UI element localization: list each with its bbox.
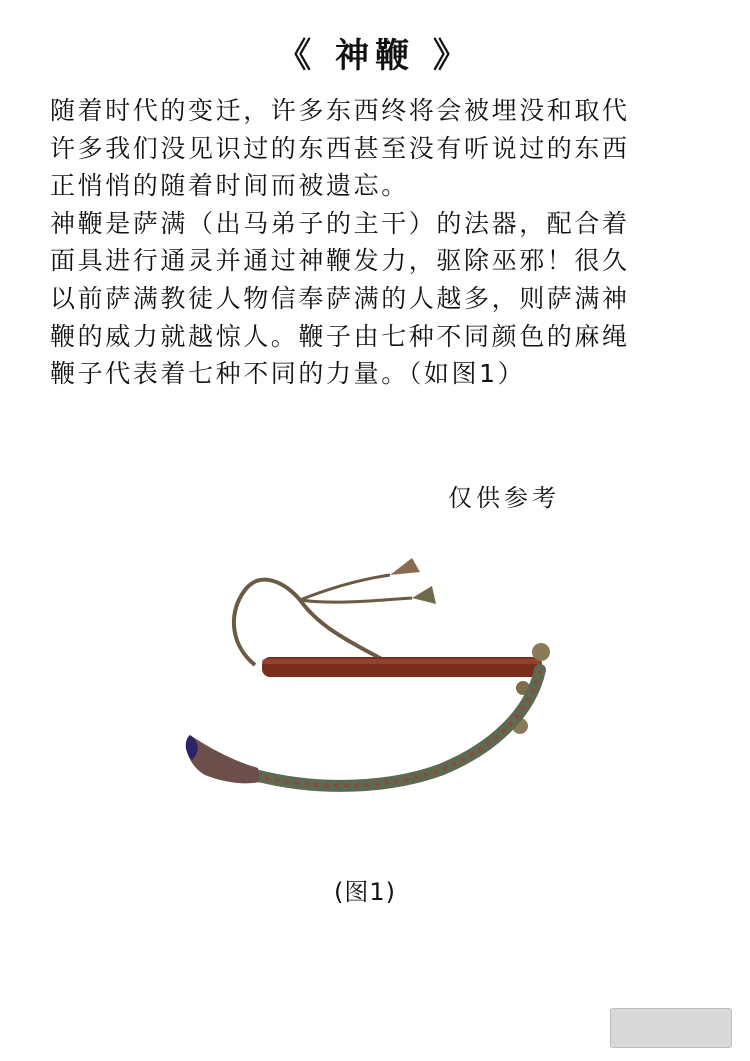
text-line: 神鞭是萨满（出马弟子的主干）的法器，配合着 xyxy=(50,208,630,238)
body-text xyxy=(50,92,710,393)
text-line: 随着时代的变迁，许多东西终将会被埋没和取代 xyxy=(50,96,630,125)
small-tassel xyxy=(390,558,420,575)
page-title: 《 神鞭 》 xyxy=(277,36,473,76)
main-tassel xyxy=(186,735,260,783)
text-line: 许多我们没见识过的东西甚至没有听说过的东西 xyxy=(50,133,630,163)
watermark-logo xyxy=(610,1008,732,1048)
cord-branch xyxy=(300,575,390,600)
text-line: 正悄悄的随着时间而被遗忘。 xyxy=(50,171,409,201)
text-line: 以前萨满教徒人物信奉萨满的人越多，则萨满神 xyxy=(50,283,630,313)
handle-highlight xyxy=(262,659,542,664)
text-line: 鞭子代表着七种不同的力量。（如图1） xyxy=(50,359,526,389)
figure-caption: (图1) xyxy=(334,878,396,906)
braid-pattern xyxy=(255,670,540,786)
whip-illustration xyxy=(150,530,600,840)
small-tassel xyxy=(412,586,436,604)
whip-image xyxy=(150,530,600,840)
braided-rope xyxy=(255,670,540,786)
text-line: 鞭的威力就越惊人。鞭子由七种不同颜色的麻绳 xyxy=(50,321,630,351)
reference-note: 仅供参考 xyxy=(448,484,560,512)
end-knob xyxy=(532,643,550,661)
text-line: 面具进行通灵并通过神鞭发力，驱除巫邪！很久 xyxy=(50,246,630,276)
cord-branch xyxy=(300,598,412,602)
